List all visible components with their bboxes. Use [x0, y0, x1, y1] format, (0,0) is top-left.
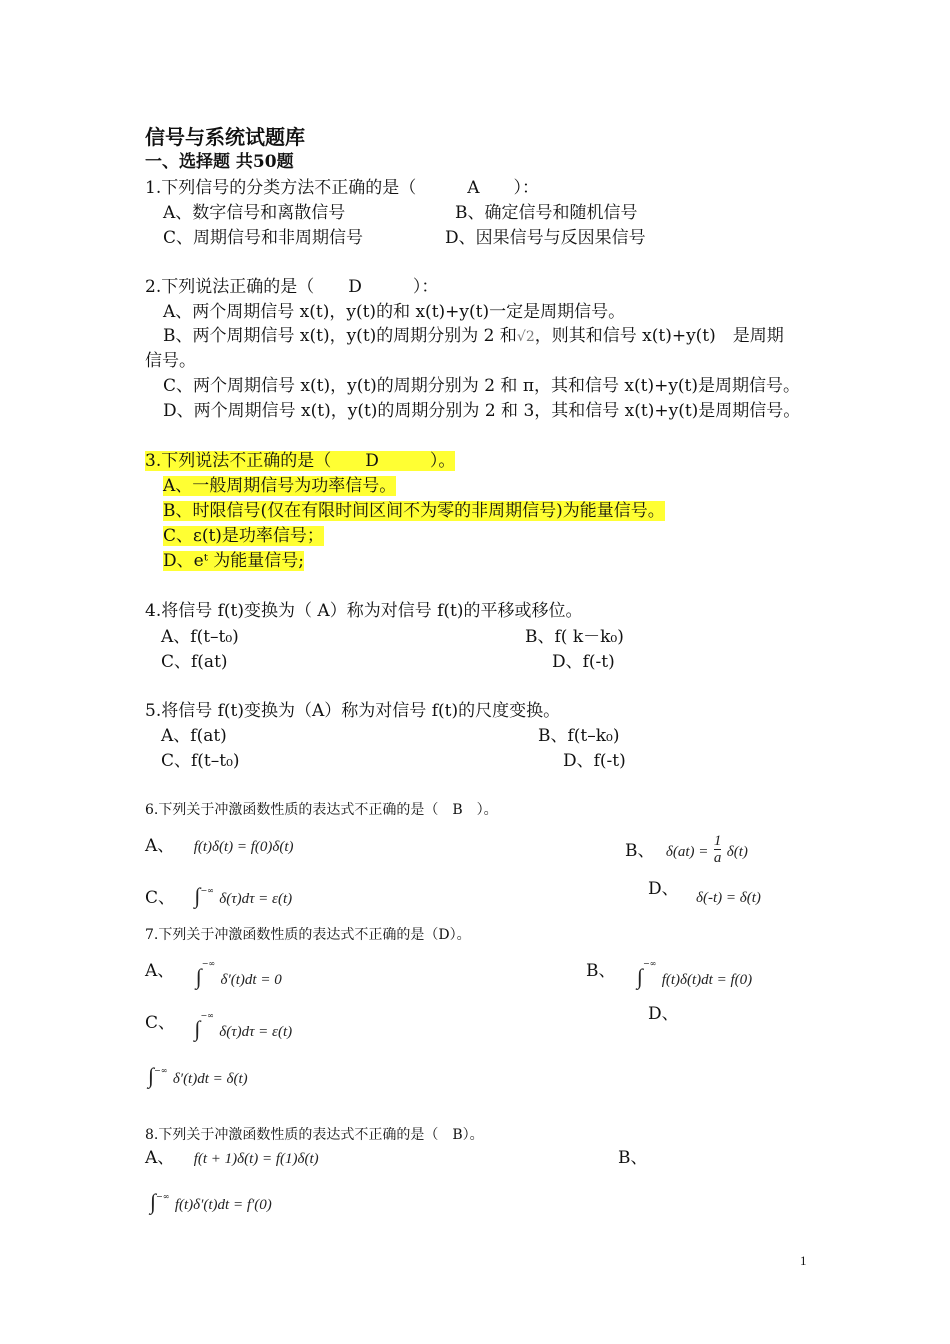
integral-limits: −∞ [200, 1011, 214, 1020]
integral-icon: ∫ [194, 883, 201, 908]
q6-option-a [145, 835, 294, 858]
q3-option-b [163, 500, 665, 522]
q6-option-a-expr: f(t)δ(t) = f(0)δ(t) [193, 839, 294, 855]
q4-option-d: D、f(-t) [552, 652, 615, 672]
q7-stem: 7.下列关于冲激函数性质的表达式不正确的是（D）。 [145, 927, 471, 943]
page-number: 1 [800, 1253, 807, 1268]
q2-stem: 2.下列说法正确的是（ D ）： [145, 277, 439, 297]
q6-option-d-expr: δ(-t) = δ(t) [696, 890, 761, 906]
q5-option-d: D、f(-t) [563, 751, 626, 771]
q8-option-b-expr: f(t)δ′(t)dt = f′(0) [174, 1197, 272, 1213]
q3-option-d-text: D、eᵗ 为能量信号; [163, 551, 305, 571]
q6-option-d [648, 878, 761, 906]
q6-option-b-expr-post: δ(t) [726, 844, 748, 860]
q5-option-a: A、f(at) [161, 726, 227, 746]
q6-option-c-expr: δ(τ)dτ = ε(t) [219, 891, 293, 907]
q6-option-c [145, 880, 292, 910]
q3-option-b-text: B、时限信号(仅在有限时间区间不为零的非周期信号)为能量信号。 [163, 501, 665, 521]
q7-option-a [145, 953, 282, 989]
q2-option-d: D、两个周期信号 x(t)，y(t)的周期分别为 2 和 3，其和信号 x(t)+y(t)是周期信号。 [163, 401, 801, 421]
q8-option-a-label: A、 [145, 1148, 175, 1168]
q2-option-b-text-2: ，则其和信号 x(t)+y(t) 是周期 [534, 326, 784, 346]
q6-option-c-label: C、 [145, 888, 176, 908]
q7-option-d-label: D、 [648, 1004, 679, 1024]
q6-stem: 6.下列关于冲激函数性质的表达式不正确的是（ B ）。 [145, 802, 498, 818]
q7-option-b [586, 953, 753, 989]
integral-icon: ∫ [150, 1189, 157, 1214]
integral-icon: ∫ [194, 1016, 201, 1041]
q7-option-c-label: C、 [145, 1013, 176, 1033]
integral-limits: −∞ [201, 959, 216, 968]
q2-option-c: C、两个周期信号 x(t)，y(t)的周期分别为 2 和 π，其和信号 x(t)+y(t)是周期信号。 [163, 376, 801, 396]
q3-option-a-text: A、一般周期信号为功率信号。 [163, 476, 397, 496]
q3-option-c-text: C、ε(t)是功率信号； [163, 526, 324, 546]
integral-limits: −∞ [156, 1192, 170, 1201]
q6-option-b-denominator: a [713, 850, 722, 866]
document-title: 信号与系统试题库 [145, 125, 305, 149]
q8-option-b-label: B、 [618, 1148, 648, 1168]
q7-option-a-expr: δ′(t)dt = 0 [220, 972, 282, 988]
q8-option-a-expr: f(t + 1)δ(t) = f(1)δ(t) [193, 1151, 319, 1167]
integral-icon: ∫ [195, 964, 202, 989]
q5-stem: 5.将信号 f(t)变换为（A）称为对信号 f(t)的尺度变换。 [145, 701, 561, 721]
q3-option-c [163, 525, 324, 547]
q1-option-a: A、数字信号和离散信号 [163, 203, 346, 223]
q3-stem-text: 3.下列说法不正确的是（ D ）。 [145, 451, 456, 471]
q4-option-b: B、f( k－k₀) [525, 627, 624, 647]
q3-option-d [163, 550, 304, 572]
q1-option-d: D、因果信号与反因果信号 [445, 228, 646, 248]
q7-option-d-expr: δ′(t)dt = δ(t) [172, 1071, 248, 1087]
q5-option-c: C、f(t–t₀) [161, 751, 240, 771]
integral-limits: −∞ [200, 886, 214, 895]
q7-option-b-expr: f(t)δ(t)dt = f(0) [661, 972, 753, 988]
q6-option-a-label: A、 [145, 836, 175, 856]
q1-stem: 1.下列信号的分类方法不正确的是（ A ）： [145, 178, 539, 198]
integral-limits: −∞ [154, 1066, 168, 1075]
sqrt-two: √2 [516, 329, 535, 345]
q1-option-c: C、周期信号和非周期信号 [163, 228, 364, 248]
integral-icon: ∫ [636, 964, 643, 989]
q2-option-b-text-1: B、两个周期信号 x(t)，y(t)的周期分别为 2 和 [163, 326, 517, 346]
q8-option-a [145, 1147, 319, 1170]
q8-stem: 8.下列关于冲激函数性质的表达式不正确的是（ B）。 [145, 1127, 484, 1143]
q2-option-b-line2: 信号。 [145, 351, 196, 371]
q5-option-b: B、f(t–k₀) [538, 726, 620, 746]
q3-stem [145, 450, 455, 472]
integral-icon: ∫ [148, 1063, 155, 1088]
q4-stem: 4.将信号 f(t)变换为（ A）称为对信号 f(t)的平移或移位。 [145, 601, 583, 621]
q7-option-c [145, 1005, 293, 1041]
q3-option-a [163, 475, 396, 497]
q6-option-b-label: B、 [625, 841, 655, 861]
section-heading: 一、选择题 共50题 [145, 152, 294, 172]
q6-option-b [625, 835, 748, 868]
q7-option-a-label: A、 [145, 961, 175, 981]
q8-option-b-expr-line [150, 1186, 272, 1216]
q2-option-b-line1 [163, 325, 784, 348]
q4-option-a: A、f(t–t₀) [161, 627, 239, 647]
q6-option-b-expr-pre: δ(at) = [665, 844, 709, 860]
q1-option-b: B、确定信号和随机信号 [455, 203, 638, 223]
q7-option-d-expr-line [148, 1060, 248, 1090]
q7-option-c-expr: δ(τ)dτ = ε(t) [219, 1024, 293, 1040]
q7-option-b-label: B、 [586, 961, 616, 981]
q4-option-c: C、f(at) [161, 652, 228, 672]
q6-option-b-fraction [714, 833, 722, 866]
integral-limits: −∞ [642, 959, 657, 968]
q6-option-b-numerator: 1 [713, 833, 722, 849]
q2-option-a: A、两个周期信号 x(t)，y(t)的和 x(t)+y(t)一定是周期信号。 [163, 302, 626, 322]
q6-option-d-label: D、 [648, 879, 679, 899]
